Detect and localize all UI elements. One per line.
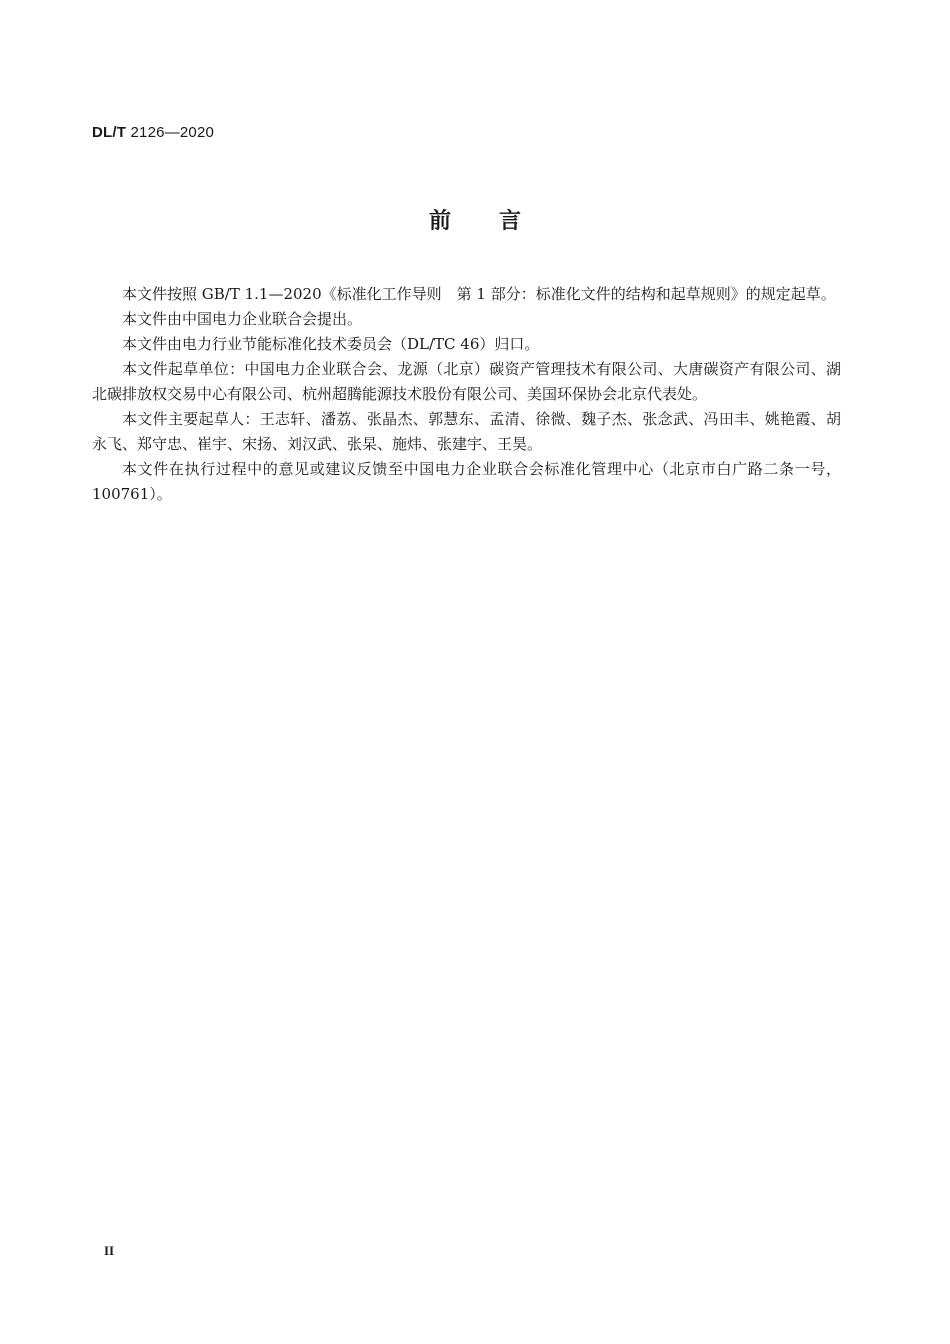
document-code-prefix: DL/T [92, 124, 127, 141]
paragraph-drafting-units: 本文件起草单位：中国电力企业联合会、龙源（北京）碳资产管理技术有限公司、大唐碳资产有限公司、湖北碳排放权交易中心有限公司、杭州超腾能源技术股份有限公司、美国环保协会北京代表处。 [92, 360, 841, 403]
paragraph-drafters: 本文件主要起草人：王志轩、潘荔、张晶杰、郭慧东、孟清、徐微、魏子杰、张念武、冯田丰、姚艳霞、胡永飞、郑守忠、崔宇、宋扬、刘汉武、张杲、施炜、张建宇、王昊。 [92, 410, 841, 453]
paragraph-proposer: 本文件由中国电力企业联合会提出。 [122, 310, 363, 328]
document-code [92, 124, 214, 141]
page-number: II [104, 1243, 115, 1258]
paragraph-committee: 本文件由电力行业节能标准化技术委员会（DL/TC 46）归口。 [122, 335, 540, 353]
document-code-number: 2126—2020 [130, 124, 215, 141]
paragraph-drafting-rules: 本文件按照 GB/T 1.1—2020《标准化工作导则 第 1 部分：标准化文件的结构和起草规则》的规定起草。 [122, 285, 836, 303]
page-title: 前言 [428, 209, 569, 234]
paragraph-feedback: 本文件在执行过程中的意见或建议反馈至中国电力企业联合会标准化管理中心（北京市白广路二条一号，100761）。 [92, 460, 841, 503]
preface-body [92, 282, 841, 507]
